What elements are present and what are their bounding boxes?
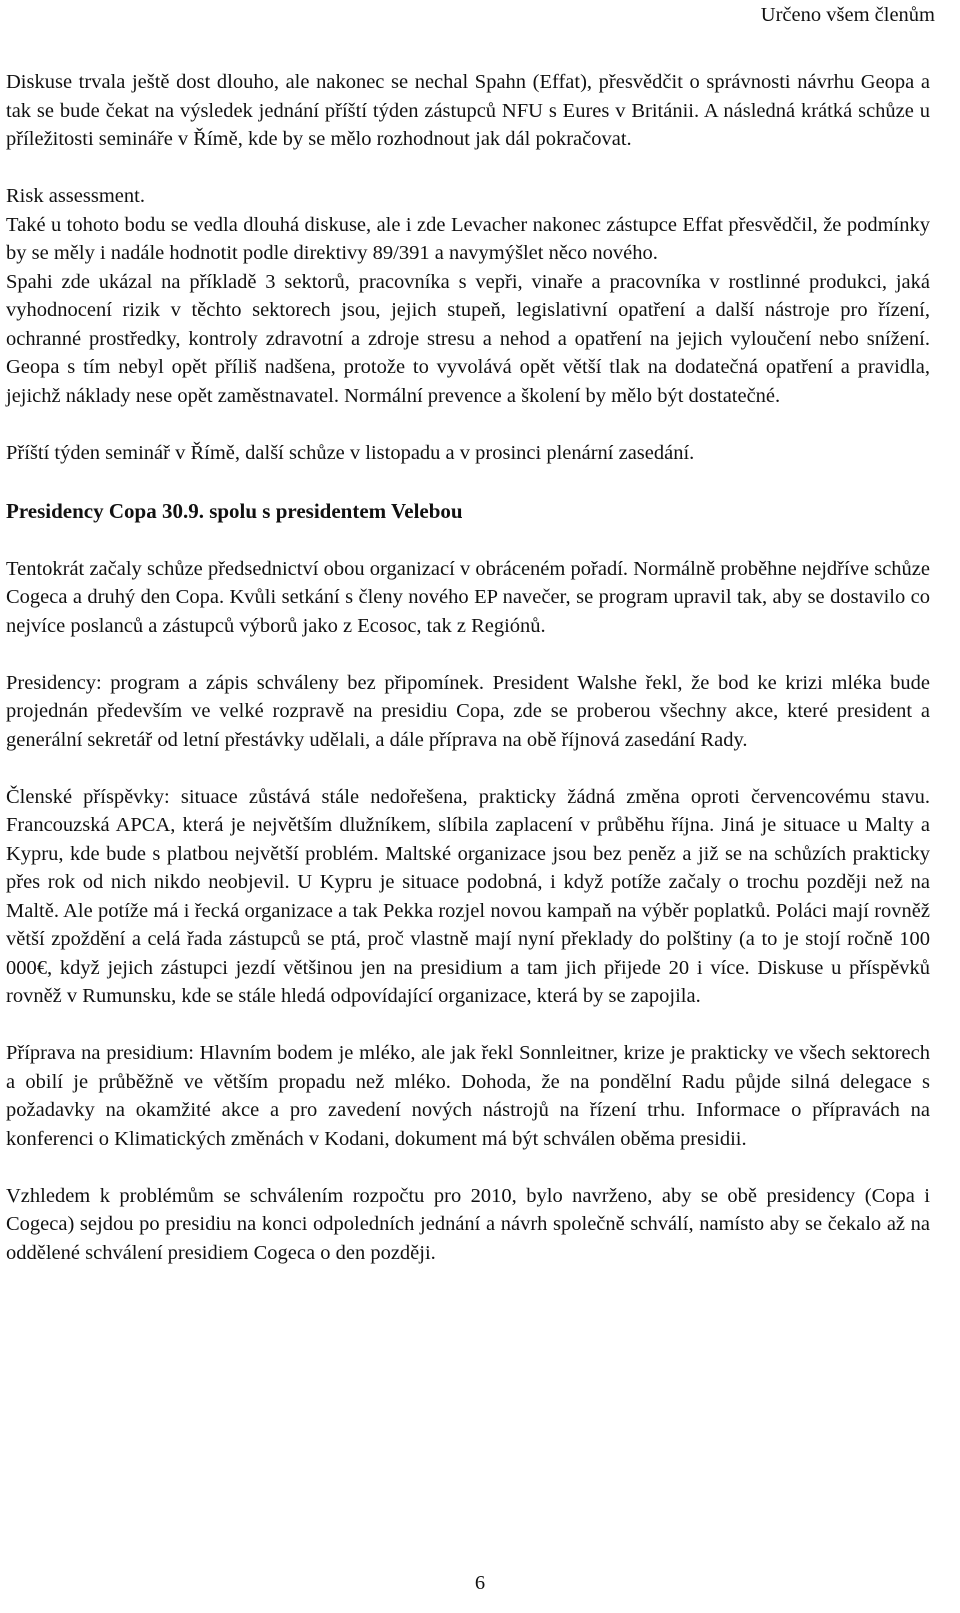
section-title-risk-assessment: Risk assessment.: [6, 185, 145, 207]
paragraph-presidium-preparation: Příprava na presidium: Hlavním bodem je mléko, ale jak řekl Sonnleitner, krize je prakticky ve všech sektorech a obilí je průběžně ve větším propadu než mléko. Dohoda, že na pondělní Radu půjde silná delegace s požadavky na okamžité akce a pro zavedení nových nástrojů na řízení trhu. Informace o přípravách na konferenci o Klimatických změnách v Kodani, dokument má být schválen oběma presidii.: [6, 1042, 930, 1150]
paragraph-presidency-program: Presidency: program a zápis schváleny bez připomínek. President Walshe řekl, že bod ke krizi mléka bude projednán především ve velké rozpravě na presidiu Copa, zde se proberou všechny akce, které president a generální sekretář od letní přestávky udělali, a dále příprava na obě říjnová zasedání Rady.: [6, 671, 930, 751]
page-number: 6: [474, 1572, 486, 1594]
section-heading-presidency-copa: Presidency Copa 30.9. spolu s presidentem Velebou: [6, 499, 463, 523]
paragraph-budget-approval: Vzhledem k problémům se schválením rozpočtu pro 2010, bylo navrženo, aby se obě presidency (Copa i Cogeca) sejdou po presidiu na konci odpoledních jednání a návrh společně schválí, namísto aby se čekalo až na oddělené schválení presidiem Cogeca o den později.: [6, 1184, 930, 1264]
paragraph-spahi-sectors: Spahi zde ukázal na příkladě 3 sektorů, pracovníka s vepři, vinaře a pracovníka v rostlinné produkci, jaká vyhodnocení rizik v těchto sektorech jsou, jejich stupeň, legislativní opatření a další nástroje pro řízení, ochranné prostředky, kontroly zdravotní a zdroje stresu a nehod a opatření na jejich vyloučení nebo snížení. Geopa s tím nebyl opět příliš nadšena, protože to vyvolává opět větší tlak na dodatečná opatření a pravidla, jejichž náklady nese opět zaměstnavatel. Normální prevence a školení by mělo být dostatečné.: [6, 270, 930, 407]
paragraph-risk-assessment: Také u tohoto bodu se vedla dlouhá diskuse, ale i zde Levacher nakonec zástupce Effat přesvědčil, že podmínky by se měly i nadále hodnotit podle direktivy 89/391 a navymýšlet něco nového.: [6, 213, 930, 264]
paragraph-next-week-seminar: Příští týden seminář v Římě, další schůze v listopadu a v prosinci plenární zasedání.: [6, 441, 695, 464]
paragraph-discussion: Diskuse trvala ještě dost dlouho, ale nakonec se nechal Spahn (Effat), přesvědčit o správnosti návrhu Geopa a tak se bude čekat na výsledek jednání příští týden zástupců NFU s Eures v Británii. A následná krátká schůze u příležitosti semináře v Římě, kde by se mělo rozhodnout jak dál pokračovat.: [6, 71, 930, 150]
document-body: [6, 68, 930, 1267]
paragraph-presidency-order: Tentokrát začaly schůze předsednictví obou organizací v obráceném pořadí. Normálně proběhne nejdříve schůze Cogeca a druhý den Copa. Kvůli setkání s členy nového EP navečer, se program upravil tak, aby se dostavilo co nejvíce poslanců a zástupců výborů jako z Ecosoc, tak z Regiónů.: [6, 557, 930, 637]
page-header: Určeno všem členům: [760, 4, 935, 26]
paragraph-membership-fees: Členské příspěvky: situace zůstává stále nedořešena, prakticky žádná změna oproti červencovému stavu. Francouzská APCA, která je největším dlužníkem, slíbila zaplacení v průběhu října. Jiná je situace u Malty a Kypru, kde bude s platbou největší problém. Maltské organizace jsou bez peněz a již se na schůzích prakticky přes rok od nich nikdo neobjevil. U Kypru je situace podobná, i když potíže začaly o trochu později než na Maltě. Ale potíže má i řecká organizace a tak Pekka rozjel novou kampaň na výběr poplatků. Poláci mají rovněž větší zpoždění a celá řada zástupců se ptá, proč vlastně mají nyní překlady do polštiny (a to je stojí ročně 100 000€, když jejich zástupci jezdí většinou jen na presidium a tam jich přijede 20 i více. Diskuse u příspěvků rovněž v Rumunsku, kde se stále hledá odpovídající organizace, která by se zapojila.: [6, 785, 930, 1007]
